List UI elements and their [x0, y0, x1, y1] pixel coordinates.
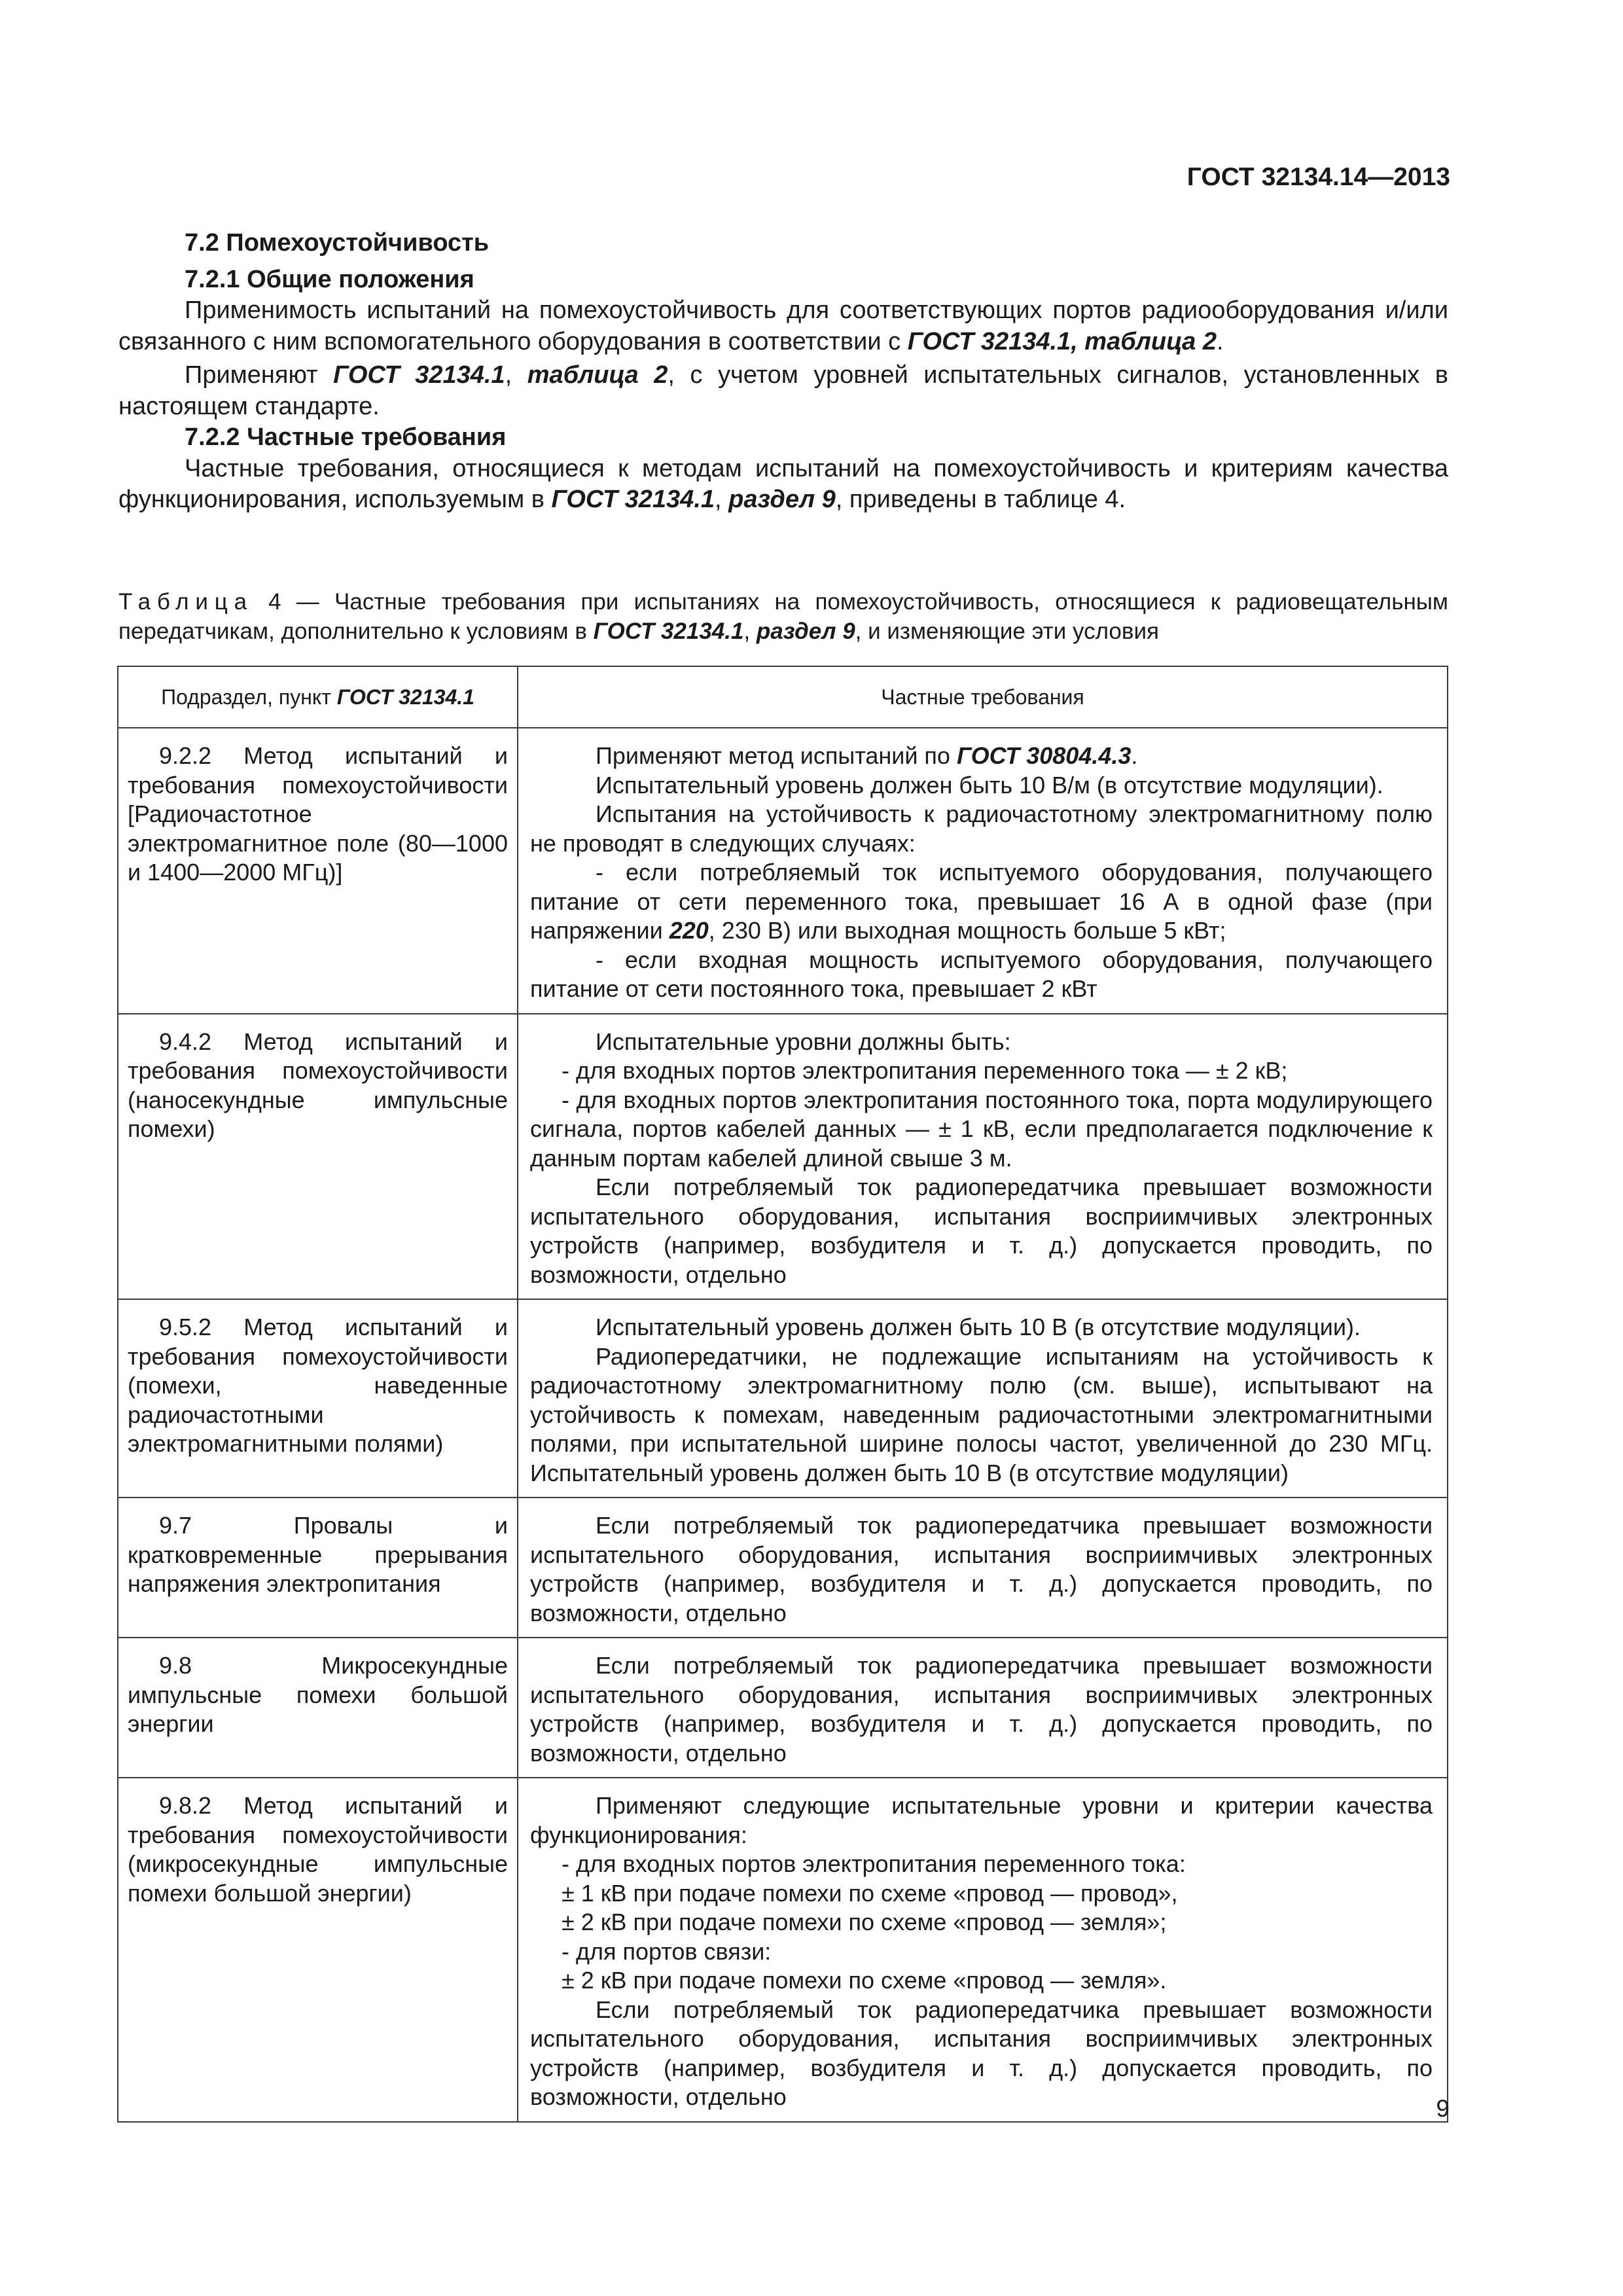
section-body — [118, 228, 1448, 516]
table-caption: Таблица 4 — Частные требования при испытаниях на помехоустойчивость, относящиеся к радиовещательным передатчикам, дополнительно к условиям в ГОСТ 32134.1, раздел 9, и изменяющие эти условия — [118, 589, 1448, 644]
table-row — [118, 1498, 1448, 1638]
table-caption-label: Таблица — [118, 589, 253, 615]
cell-requirements: Если потребляемый ток радиопередатчика превышает возможности испытательного оборудования, испытания восприимчивых электронных устройств (например, возбудителя и т. д.) допускается проводить, по возможности, отдельно — [518, 1638, 1448, 1778]
cell-requirements: Испытательный уровень должен быть 10 В (в отсутствие модуляции). Радиопередатчики, не подлежащие испытаниям на устойчивость к радиочастотному электромагнитному полю (см. выше), испытывают на устойчивость к помехам, наведенным радиочастотными электромагнитными полями, при испытательной ширине полосы частот, увеличенной до 230 МГц. Испытательный уровень должен быть 10 В (в отсутствие модуляции) — [518, 1299, 1448, 1498]
table-caption-number: 4 — [268, 589, 281, 615]
reference-link: ГОСТ 32134.1 — [333, 361, 505, 389]
requirements-table-wrap — [117, 666, 1448, 2123]
reference-link: ГОСТ 32134.1, таблица 2 — [907, 327, 1217, 355]
cell-requirements: Испытательные уровни должны быть: - для входных портов электропитания переменного тока — ± 2 кВ; - для входных портов электропитания постоянного тока, порта модулирующего сигнала, портов кабелей данных — ± 1 кВ, если предполагается подключение к данным портам кабелей длиной свыше 3 м. Если потребляемый ток радиопередатчика превышает возможности испытательного оборудования, испытания восприимчивых электронных устройств (например, возбудителя и т. д.) допускается проводить, по возможности, отдельно — [518, 1014, 1448, 1300]
cell-subsection: 9.8 Микросекундные импульсные помехи большой энергии — [118, 1638, 518, 1778]
cell-subsection: 9.8.2 Метод испытаний и требования помехоустойчивости (микросекундные импульсные помехи большой энергии) — [118, 1778, 518, 2122]
paragraph-applicability: Применимость испытаний на помехоустойчивость для соответствующих портов радиооборудования и/или связанного с ним вспомогательного оборудования в соответствии с ГОСТ 32134.1, таблица 2. — [118, 296, 1448, 355]
paragraph-apply: Применяют ГОСТ 32134.1, таблица 2, с учетом уровней испытательных сигналов, установленных в настоящем стандарте. — [118, 361, 1448, 420]
cell-subsection: 9.2.2 Метод испытаний и требования помехоустойчивости [Радиочастотное электромагнитное поле (80—1000 и 1400—2000 МГц)] — [118, 728, 518, 1014]
cell-subsection: 9.4.2 Метод испытаний и требования помехоустойчивости (наносекундные импульсные помехи) — [118, 1014, 518, 1300]
paragraph-specific: Частные требования, относящиеся к методам испытаний на помехоустойчивость и критериям качества функционирования, используемым в ГОСТ 32134.1, раздел 9, приведены в таблице 4. — [118, 454, 1448, 513]
cell-requirements: Применяют следующие испытательные уровни и критерии качества функционирования: - для входных портов электропитания переменного тока: ± 1 кВ при подаче помехи по схеме «провод — провод», ± 2 кВ при подаче помехи по схеме «провод — земля»; - для портов связи: ± 2 кВ при подаче помехи по схеме «провод — земля». Если потребляемый ток радиопередатчика превышает возможности испытательного оборудования, испытания восприимчивых электронных устройств (например, возбудителя и т. д.) допускается проводить, по возможности, отдельно — [518, 1778, 1448, 2122]
table-header-row — [118, 666, 1448, 728]
column-header-requirements: Частные требования — [518, 666, 1448, 728]
page-number: 9 — [1436, 2095, 1450, 2122]
column-header-subsection: Подраздел, пункт ГОСТ 32134.1 — [118, 666, 518, 728]
reference-link: таблица 2 — [527, 361, 668, 389]
cell-subsection: 9.5.2 Метод испытаний и требования помехоустойчивости (помехи, наведенные радиочастотными электромагнитными полями) — [118, 1299, 518, 1498]
standard-header: ГОСТ 32134.14—2013 — [1186, 163, 1450, 191]
reference-link: раздел 9 — [756, 619, 855, 644]
subsection-heading-general: 7.2.1 Общие положения — [185, 265, 474, 293]
reference-link: ГОСТ 30804.4.3 — [956, 742, 1132, 769]
cell-requirements: Применяют метод испытаний по ГОСТ 30804.4.3. Испытательный уровень должен быть 10 В/м (в отсутствие модуляции). Испытания на устойчивость к радиочастотному электромагнитному полю не проводят в следующих случаях: - если потребляемый ток испытуемого оборудования, получающего питание от сети переменного тока, превышает 16 А в одной фазе (при напряжении 220, 230 В) или выходная мощность больше 5 кВт; - если входная мощность испытуемого оборудования, получающего питание от сети постоянного тока, превышает 2 кВт — [518, 728, 1448, 1014]
table-row — [118, 1778, 1448, 2122]
subsection-heading-specific: 7.2.2 Частные требования — [185, 423, 507, 451]
section-heading: 7.2 Помехоустойчивость — [185, 229, 490, 257]
table-row — [118, 1299, 1448, 1498]
cell-requirements: Если потребляемый ток радиопередатчика превышает возможности испытательного оборудования, испытания восприимчивых электронных устройств (например, возбудителя и т. д.) допускается проводить, по возможности, отдельно — [518, 1498, 1448, 1638]
cell-subsection: 9.7 Провалы и кратковременные прерывания напряжения электропитания — [118, 1498, 518, 1638]
table-row — [118, 1638, 1448, 1778]
reference-link: ГОСТ 32134.1 — [551, 486, 715, 513]
requirements-table — [117, 666, 1448, 2123]
table-row — [118, 1014, 1448, 1300]
table-row — [118, 728, 1448, 1014]
reference-link: раздел 9 — [728, 486, 836, 513]
reference-link: ГОСТ 32134.1 — [593, 619, 744, 644]
